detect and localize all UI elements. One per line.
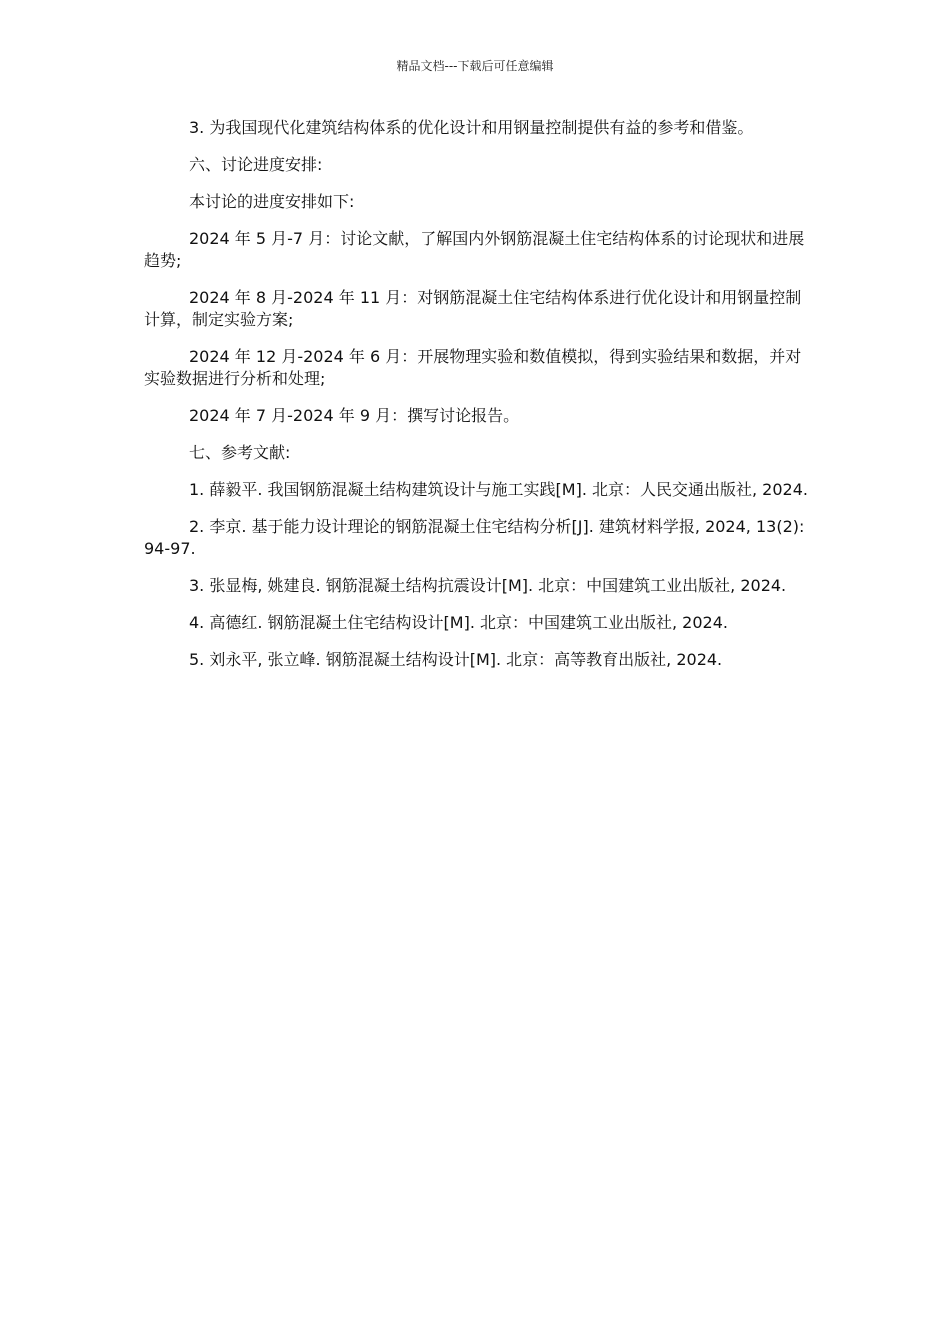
section-heading-references: 七、参考文献:: [189, 443, 291, 462]
schedule-item: 2024 年 12 月-2024 年 6 月：开展物理实验和数值模拟，得到实验结果和数据，并对实验数据进行分析和处理;: [144, 347, 802, 388]
schedule-item: 2024 年 8 月-2024 年 11 月：对钢筋混凝土住宅结构体系进行优化设计和用钢量控制计算，制定实验方案;: [144, 288, 802, 329]
reference-item: 2. 李京. 基于能力设计理论的钢筋混凝土住宅结构分析[J]. 建筑材料学报, 2024, 13(2): 94-97.: [144, 517, 805, 558]
schedule-item: 2024 年 7 月-2024 年 9 月：撰写讨论报告。: [189, 406, 520, 425]
reference-item: 1. 薛毅平. 我国钢筋混凝土结构建筑设计与施工实践[M]. 北京：人民交通出版社, 2024.: [189, 480, 808, 499]
page-header: 精品文档---下载后可任意编辑: [396, 59, 554, 73]
schedule-item: 2024 年 5 月-7 月：讨论文献，了解国内外钢筋混凝土住宅结构体系的讨论现状和进展趋势;: [144, 229, 805, 270]
document-body: [144, 117, 816, 686]
section-heading-schedule: 六、讨论进度安排:: [189, 155, 323, 174]
schedule-intro: 本讨论的进度安排如下:: [189, 192, 355, 211]
reference-item: 3. 张显梅, 姚建良. 钢筋混凝土结构抗震设计[M]. 北京：中国建筑工业出版社, 2024.: [189, 576, 787, 595]
goal-item-3: 3. 为我国现代化建筑结构体系的优化设计和用钢量控制提供有益的参考和借鉴。: [189, 118, 754, 137]
reference-item: 4. 高德红. 钢筋混凝土住宅结构设计[M]. 北京：中国建筑工业出版社, 2024.: [189, 613, 728, 632]
reference-item: 5. 刘永平, 张立峰. 钢筋混凝土结构设计[M]. 北京：高等教育出版社, 2024.: [189, 650, 723, 669]
